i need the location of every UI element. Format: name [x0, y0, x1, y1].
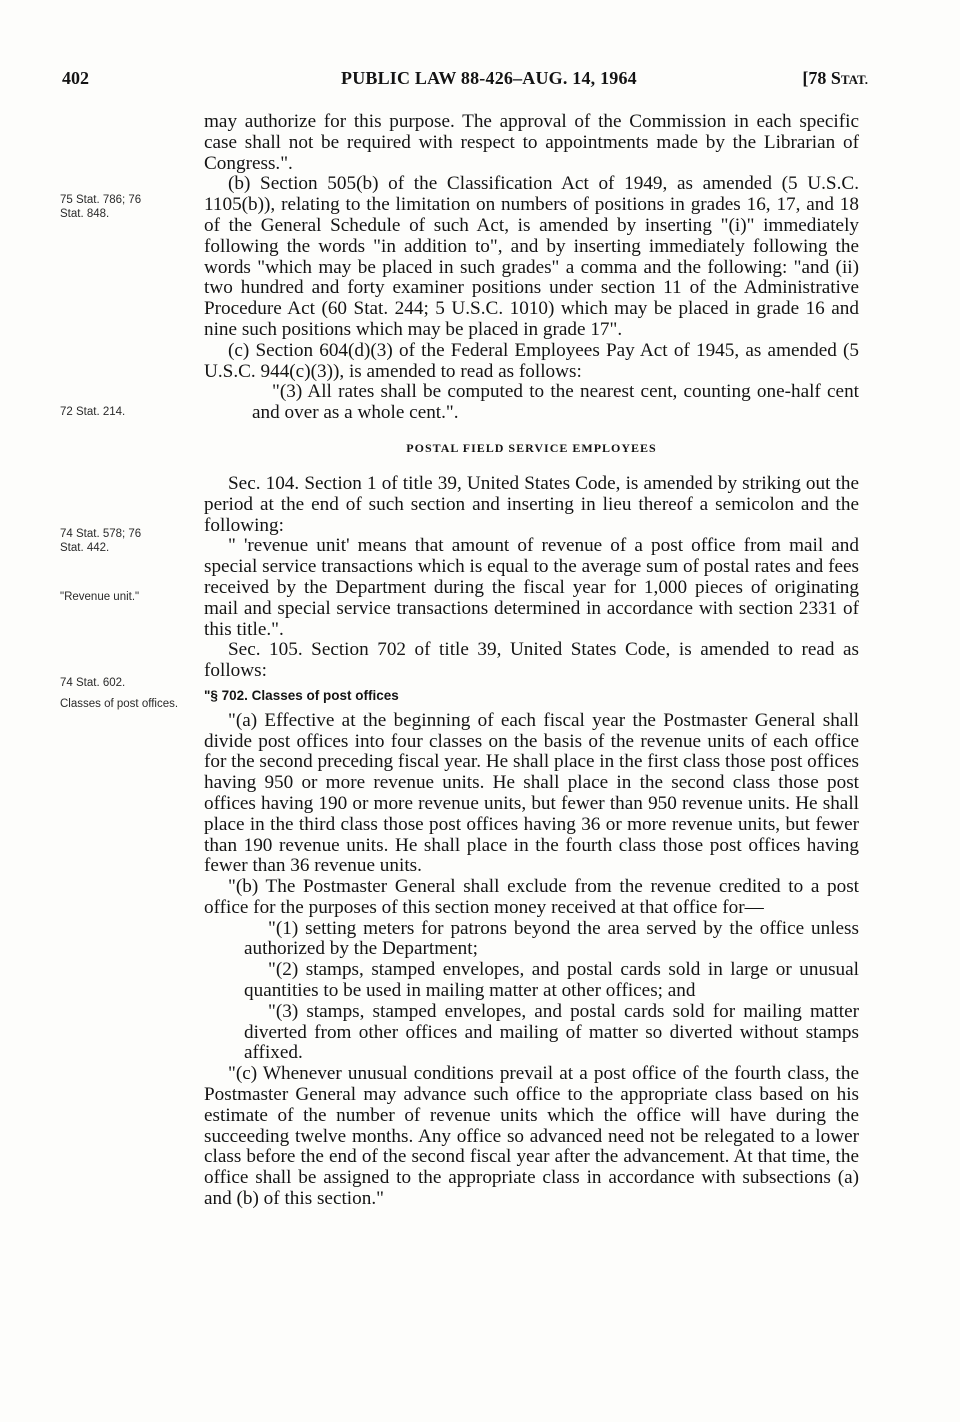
- paragraph-702-c: "(c) Whenever unusual conditions prevail at a post office of the fourth class, the Postmaster General may advance such office to the appropriate class based on his estimate of the number of revenue units which the office will have during the succeeding twelve months. Any office so advanced need not be relegated to a lower class before the end of the second fiscal year after the advancement. At that time, the office shall be assigned to the appropriate class in accordance with subsections (a) and (b) of this section.": [204, 1063, 859, 1210]
- paragraph-continuation: may authorize for this purpose. The approval of the Commission in each specific case shall not be required with respect to appointments made by the Librarian of Congress.".: [204, 111, 859, 174]
- paragraph-702-b: "(b) The Postmaster General shall exclude from the revenue credited to a post office for the purposes of this section money received at that office for—: [204, 876, 859, 918]
- margin-note-stat-786: 75 Stat. 786; 76 Stat. 848.: [60, 194, 142, 220]
- paragraph-702-b-2: "(2) stamps, stamped envelopes, and postal cards sold in large or unusual quantities to be used in mailing matter at other offices; and: [244, 959, 859, 1002]
- margin-note-stat-214: 72 Stat. 214.: [60, 406, 126, 418]
- running-title: PUBLIC LAW 88-426–AUG. 14, 1964: [341, 68, 637, 88]
- margin-note-stat-578: 74 Stat. 578; 76 Stat. 442.: [60, 528, 142, 554]
- paragraph-subsection-b: (b) Section 505(b) of the Classification Act of 1949, as amended (5 U.S.C. 1105(b)), relating to the limitation on numbers of positions in grades 16, 17, and 18 of the General Schedule of such Act, is amended by inserting "(i)" immediately following the words "in addition to", and by inserting immediately following the words "which may be placed in such grades" a comma and the following: "and (ii) two hundred and forty examiner positions under section 11 of the Administrative Procedure Act (60 Stat. 244; 5 U.S.C. 1010) which may be placed in grade 16 and nine such positions which may be placed in grade 17".: [204, 173, 859, 340]
- paragraph-702-b-3: "(3) stamps, stamped envelopes, and postal cards sold for mailing matter diverted from other offices and mailing of matter so diverted without stamps affixed.: [244, 1000, 859, 1064]
- volume-reference: [802, 68, 868, 89]
- page-header: [62, 68, 868, 94]
- margin-note-stat-602: 74 Stat. 602.: [60, 677, 126, 689]
- paragraph-702-a: "(a) Effective at the beginning of each fiscal year the Postmaster General shall divide post offices into four classes on the basis of the revenue units of each office for the second preceding fiscal year. He shall place in the first class those post offices having 950 or more revenue units. He shall place in the second class those post offices having 190 or more revenue units, but fewer than 950 revenue units. He shall place in the third class those post offices having 36 or more revenue units, but fewer than 190 revenue units. He shall place in the fourth class those post offices having fewer than 36 revenue units.: [204, 709, 859, 877]
- paragraph-subsection-c: (c) Section 604(d)(3) of the Federal Employees Pay Act of 1945, as amended (5 U.S.C. 944(c)(3)), is amended to read as follows:: [204, 339, 859, 382]
- body-text: [204, 112, 859, 1210]
- margin-note-revenue-unit: "Revenue unit.": [60, 591, 140, 603]
- volume-suffix: TAT.: [840, 72, 868, 87]
- margin-note-classes: Classes of post offices.: [60, 698, 179, 710]
- paragraph-revenue-unit: " 'revenue unit' means that amount of revenue of a post office from mail and special service transactions which is equal to the average sum of postal rates and fees received by the Department during the fiscal year for 1,000 pieces of originating mail and special service transactions determined in accordance with section 2331 of this title.".: [204, 535, 859, 640]
- section-heading: POSTAL FIELD SERVICE EMPLOYEES: [406, 440, 657, 455]
- paragraph-sec-105: Sec. 105. Section 702 of title 39, United States Code, is amended to read as follows:: [204, 639, 859, 682]
- paragraph-sec-104: Sec. 104. Section 1 of title 39, United States Code, is amended by striking out the period at the end of such section and inserting in lieu thereof a semicolon and the following:: [204, 472, 859, 536]
- paragraph-quote-3: "(3) All rates shall be computed to the nearest cent, counting one-half cent and over as a whole cent.".: [252, 381, 859, 424]
- page-number: 402: [62, 68, 89, 88]
- volume-prefix: [78 S: [802, 68, 841, 88]
- paragraph-702-b-1: "(1) setting meters for patrons beyond the area served by the office unless authorized by the Department;: [244, 917, 859, 960]
- subheading-702: "§ 702. Classes of post offices: [204, 687, 399, 703]
